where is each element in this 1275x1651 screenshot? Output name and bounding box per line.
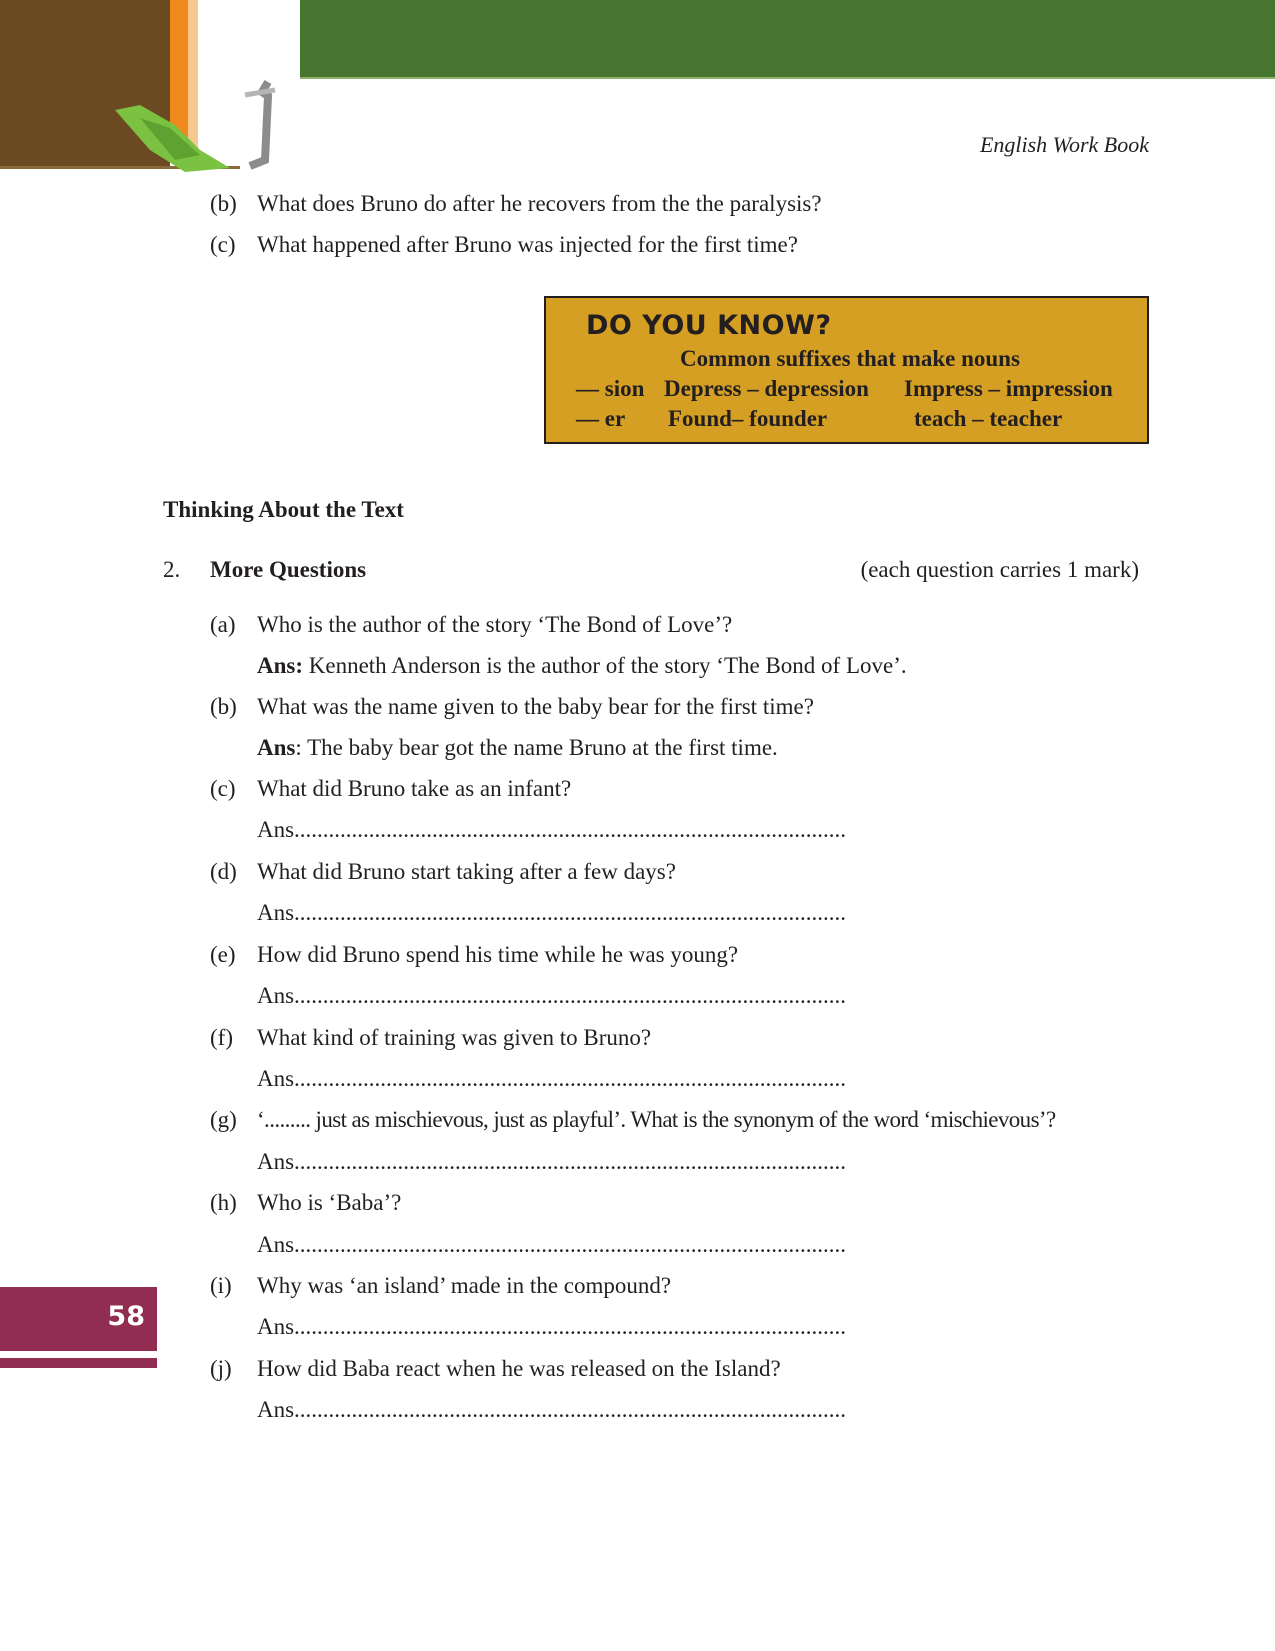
answer-line: Ans................................................................................................: [257, 817, 847, 842]
question-label: (b): [210, 191, 237, 216]
example-teacher: teach – teacher: [914, 406, 1063, 431]
question-text: Why was ‘an island’ made in the compound?: [257, 1273, 672, 1298]
question-label: (i): [210, 1273, 232, 1298]
question-number: 2.: [163, 557, 181, 582]
answer-line: Ans................................................................................................: [257, 1397, 847, 1422]
question-text: How did Bruno spend his time while he was young?: [257, 942, 739, 967]
page-number: 58: [107, 1301, 145, 1332]
header-bar-rule: [300, 77, 1275, 79]
do-you-know-box: [544, 296, 1149, 444]
answer-line: Ans................................................................................................: [257, 1314, 847, 1339]
question-heading: More Questions: [210, 557, 367, 582]
do-you-know-subtitle: Common suffixes that make nouns: [680, 346, 1020, 371]
example-founder: Found– founder: [668, 406, 828, 431]
answer-label: Ans:: [257, 653, 304, 678]
answer-line: Ans................................................................................................: [257, 1149, 847, 1174]
answer-line: Ans................................................................................................: [257, 1232, 847, 1257]
question-text: What does Bruno do after he recovers from the the paralysis?: [257, 191, 822, 216]
header-bar: [300, 0, 1275, 77]
question-label: (j): [210, 1356, 232, 1381]
header-decoration: [0, 0, 300, 175]
page-number-tab: [0, 1287, 157, 1351]
suffix-er: — er: [576, 406, 626, 431]
suffix-sion: — sion: [576, 376, 645, 401]
question-label: (e): [210, 942, 236, 967]
question-text: ‘......... just as mischievous, just as playful’. What is the synonym of the word ‘mischievous’?: [257, 1107, 1056, 1132]
question-label: (d): [210, 859, 237, 884]
question-label: (c): [210, 776, 236, 801]
question-text: What was the name given to the baby bear for the first time?: [257, 694, 814, 719]
answer-line: Ans................................................................................................: [257, 983, 847, 1008]
question-text: How did Baba react when he was released on the Island?: [257, 1356, 781, 1381]
question-text: Who is the author of the story ‘The Bond of Love’?: [257, 612, 733, 637]
question-label: (c): [210, 232, 236, 257]
answer-text: Kenneth Anderson is the author of the story ‘The Bond of Love’.: [303, 653, 907, 678]
question-text: What kind of training was given to Bruno?: [257, 1025, 652, 1050]
marks-note: (each question carries 1 mark): [860, 557, 1139, 582]
section-heading: Thinking About the Text: [163, 497, 404, 522]
example-impression: Impress – impression: [904, 376, 1113, 401]
answer-label: Ans: [257, 735, 296, 760]
page-tab-rule: [0, 1358, 157, 1368]
answer-line: Ans................................................................................................: [257, 1066, 847, 1091]
running-head: English Work Book: [979, 132, 1149, 157]
question-text: Who is ‘Baba’?: [257, 1190, 402, 1215]
example-depression: Depress – depression: [664, 376, 869, 401]
question-text: What did Bruno take as an infant?: [257, 776, 572, 801]
do-you-know-title: DO YOU KNOW?: [586, 310, 832, 341]
question-label: (h): [210, 1190, 237, 1215]
answer-text: : The baby bear got the name Bruno at the first time.: [295, 735, 778, 760]
question-text: What happened after Bruno was injected for the first time?: [257, 232, 798, 257]
answer-line: Ans................................................................................................: [257, 900, 847, 925]
question-text: What did Bruno start taking after a few days?: [257, 859, 676, 884]
question-label: (b): [210, 694, 237, 719]
question-label: (a): [210, 612, 236, 637]
question-label: (g): [210, 1107, 237, 1132]
question-label: (f): [210, 1025, 233, 1050]
